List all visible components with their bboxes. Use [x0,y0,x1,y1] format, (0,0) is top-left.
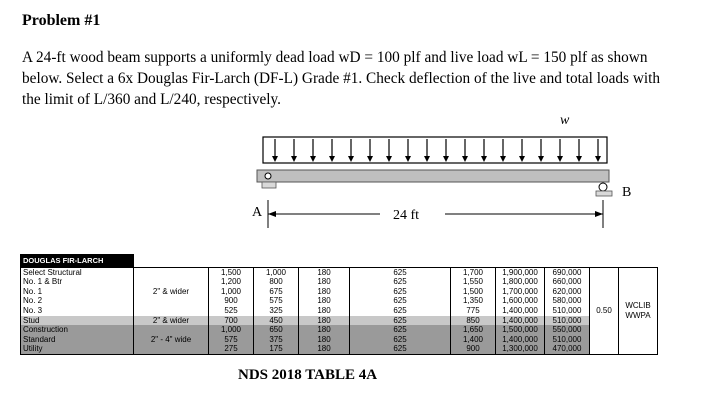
value-column [451,267,496,354]
grading-agency: WCLIB WWPA [619,267,658,354]
span-label: 24 ft [393,208,420,223]
pin-support-a [265,173,271,179]
table-cell: 1,650 [451,325,495,335]
beam [257,170,609,182]
distributed-load-box [263,137,607,163]
grade-name: Standard [21,335,133,345]
table-cell: 375 [254,335,298,345]
grade-name: Utility [21,344,133,354]
grade-name: Select Structural [23,267,82,277]
table-cell: 850 [451,316,495,326]
table-cell: 1,300,000 [496,344,544,354]
value-column [350,267,451,354]
table-cell: 1,900,000 [502,267,538,277]
table-cell: 620,000 [552,286,582,296]
value-column [209,267,254,354]
table-cell: 180 [299,344,349,354]
table-cell: 900 [224,296,238,306]
table-cell: 625 [393,267,407,277]
table-cell: 1,400,000 [496,316,544,326]
table-cell: 510,000 [545,316,589,326]
table-cell: 660,000 [552,277,582,287]
table-cell: 180 [317,267,331,277]
value-column [254,267,299,354]
value-column [545,267,590,354]
table-cell: 1,800,000 [502,277,538,287]
dimension-arrow-left [268,211,276,217]
table-cell: 625 [393,286,407,296]
problem-title: Problem #1 [22,12,101,29]
grade-name: No. 2 [23,296,43,306]
grade-name: No. 1 [23,286,43,296]
size-label: 2" - 4" wide [134,335,208,345]
table-cell: 550,000 [545,325,589,335]
table-cell: 1,400 [451,335,495,345]
table-cell: 510,000 [545,335,589,345]
table-cell: 450 [254,316,298,326]
table-cell: 800 [269,277,283,287]
table-cell: 1,400,000 [502,305,538,315]
table-cell: 580,000 [552,296,582,306]
table-cell: 180 [299,316,349,326]
load-arrowheads [272,156,601,162]
table-cell: 525 [224,305,238,315]
size-label: 2" & wider [152,286,190,296]
table-cell: 175 [254,344,298,354]
table-header: DOUGLAS FIR-LARCH [21,255,134,268]
table-cell: 625 [393,296,407,306]
grade-column [21,267,134,354]
problem-statement: A 24-ft wood beam supports a uniformly dead load wD = 100 plf and live load wL = 150 plf as shown below. Select a 6x Douglas Fir-Larch (DF-L) Grade #1. Check deflection of the live and total loads with the limit of L/360 and L/240, respectively. [22,49,661,108]
support-a-plate [262,182,276,188]
table-cell: 1,400,000 [496,335,544,345]
table-cell: 575 [209,335,253,345]
table-cell: 675 [269,286,283,296]
table-cell: 180 [299,335,349,345]
table-cell: 180 [317,305,331,315]
table-cell: 650 [254,325,298,335]
nds-table-4a [20,254,658,355]
table-cell: 625 [393,277,407,287]
table-cell: 180 [317,277,331,287]
value-column [496,267,545,354]
dimension-arrow-right [595,211,603,217]
table-cell: 1,000 [220,286,242,296]
table-cell: 180 [317,296,331,306]
table-cell: 625 [350,335,450,345]
specific-gravity: 0.50 [590,267,619,354]
table-cell: 275 [209,344,253,354]
table-cell: 700 [209,316,253,326]
table-cell: 1,000 [265,267,287,277]
table-cell: 325 [269,305,283,315]
table-cell: 1,700,000 [502,286,538,296]
table-cell: 1,350 [462,296,484,306]
table-cell: 180 [299,325,349,335]
support-b-base [596,191,612,196]
load-label: w [560,113,570,128]
table-body-row [21,267,658,354]
table-cell: 510,000 [552,305,582,315]
table-cell: 625 [350,316,450,326]
table-cell: 1,600,000 [502,296,538,306]
table-cell: 1,000 [209,325,253,335]
size-column [134,267,209,354]
table-cell: 470,000 [545,344,589,354]
grade-name: No. 1 & Btr [23,277,63,287]
table-cell: 625 [393,305,407,315]
table-caption: NDS 2018 TABLE 4A [238,367,378,383]
support-a-label: A [252,205,263,220]
table-cell: 690,000 [552,267,582,277]
table-cell: 775 [466,305,480,315]
grade-name: No. 3 [23,305,43,315]
roller-support-b [599,183,607,191]
table-cell: 575 [269,296,283,306]
table-cell: 1,500 [220,267,242,277]
table-cell: 900 [451,344,495,354]
table-cell: 1,200 [220,277,242,287]
table-cell: 625 [350,325,450,335]
grade-name: Stud [21,316,133,326]
table-cell: 1,550 [462,277,484,287]
table-cell: 1,700 [462,267,484,277]
value-column [299,267,350,354]
table-cell: 1,500,000 [496,325,544,335]
table-cell: 625 [350,344,450,354]
size-label: 2" & wider [134,316,208,326]
load-arrows [275,139,598,160]
table-cell: 1,500 [462,286,484,296]
table-cell: 180 [317,286,331,296]
grade-name: Construction [21,325,133,335]
support-b-label: B [622,185,632,200]
